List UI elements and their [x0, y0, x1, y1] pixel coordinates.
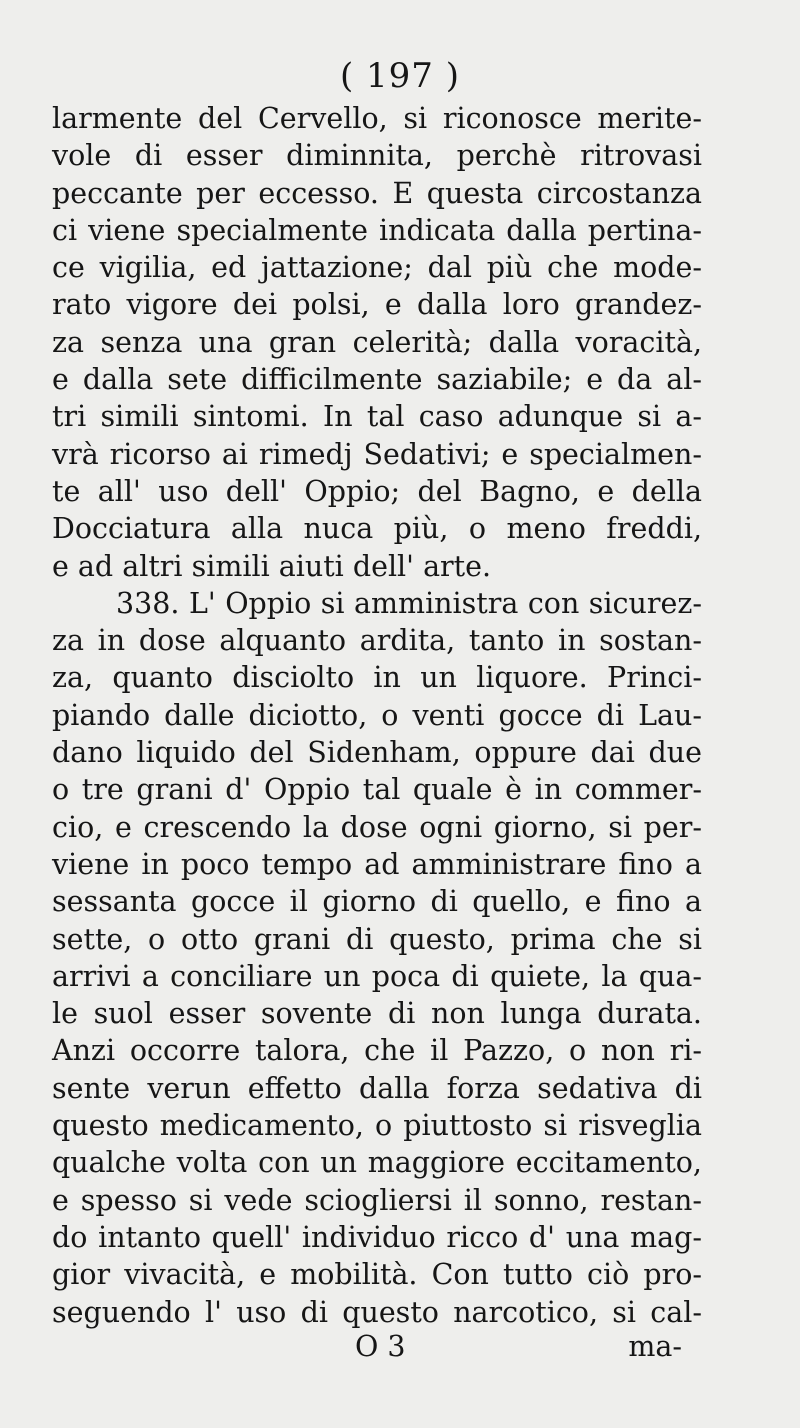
text-line: vrà ricorso ai rimedj Sedativi; e specialmen-	[52, 437, 702, 471]
text-line: Docciatura alla nuca più, o meno freddi,	[52, 512, 702, 546]
paragraph-338-line: e spesso si vede sciogliersi il sonno, restan-	[52, 1183, 702, 1217]
paragraph-338-line: sente verun effetto dalla forza sedativa di	[52, 1071, 702, 1105]
text-line: rato vigore dei polsi, e dalla loro grandez-	[52, 288, 702, 322]
paragraph-338-line: arrivi a conciliare un poca di quiete, la qua-	[52, 959, 702, 993]
text-line: e ad altri simili aiuti dell' arte.	[52, 549, 492, 583]
text-line: larmente del Cervello, si riconosce merite-	[52, 102, 702, 135]
page-number: ( 197 )	[339, 56, 461, 96]
paragraph-338-line: o tre grani d' Oppio tal quale è in commer-	[52, 773, 702, 807]
text-line: ce vigilia, ed jattazione; dal più che mode-	[52, 251, 702, 285]
text-line: e dalla sete difficilmente saziabile; e da al-	[52, 363, 702, 397]
paragraph-338-line: do intanto quell' individuo ricco d' una mag-	[52, 1220, 702, 1254]
paragraph-338-line: cio, e crescendo la dose ogni giorno, si per-	[52, 810, 702, 844]
text-line: tri simili sintomi. In tal caso adunque si a-	[52, 400, 702, 434]
paragraph-338-line: piando dalle diciotto, o venti gocce di Lau-	[52, 698, 702, 732]
paragraph-338-line: sette, o otto grani di questo, prima che si	[52, 922, 702, 956]
paragraph-338-line: za in dose alquanto ardita, tanto in sostan-	[52, 624, 702, 658]
paragraph-338-line: seguendo l' uso di questo narcotico, si cal-	[52, 1295, 702, 1329]
paragraph-338-line: za, quanto disciolto in un liquore. Princi-	[52, 661, 702, 695]
page-body	[52, 100, 702, 1331]
paragraph-338-line: questo medicamento, o piuttosto si risveglia	[52, 1109, 702, 1143]
paragraph-338-line: le suol esser sovente di non lunga durata.	[52, 997, 702, 1031]
paragraph-338-line: qualche volta con un maggiore eccitamento,	[52, 1146, 702, 1180]
text-line: vole di esser diminnita, perchè ritrovasi	[52, 139, 702, 173]
page-footer	[52, 1330, 682, 1370]
paragraph-338-line: 338. L' Oppio si amministra con sicurez-	[116, 586, 702, 620]
text-line: te all' uso dell' Oppio; del Bagno, e della	[52, 474, 702, 508]
paragraph-338-line: viene in poco tempo ad amministrare fino a	[52, 847, 702, 881]
paragraph-338-line: gior vivacità, e mobilità. Con tutto ciò pro-	[52, 1258, 702, 1292]
text-line: ci viene specialmente indicata dalla pertina-	[52, 213, 702, 247]
catchword: ma-	[628, 1330, 682, 1363]
paragraph-338-line: Anzi occorre talora, che il Pazzo, o non ri-	[52, 1034, 702, 1068]
text-line: peccante per eccesso. E questa circostanza	[52, 176, 702, 210]
signature-mark: O 3	[355, 1330, 406, 1363]
paragraph-338-line: dano liquido del Sidenham, oppure dai due	[52, 736, 702, 770]
text-line: za senza una gran celerità; dalla voracità,	[52, 325, 702, 359]
paragraph-338-line: sessanta gocce il giorno di quello, e fino a	[52, 885, 702, 919]
